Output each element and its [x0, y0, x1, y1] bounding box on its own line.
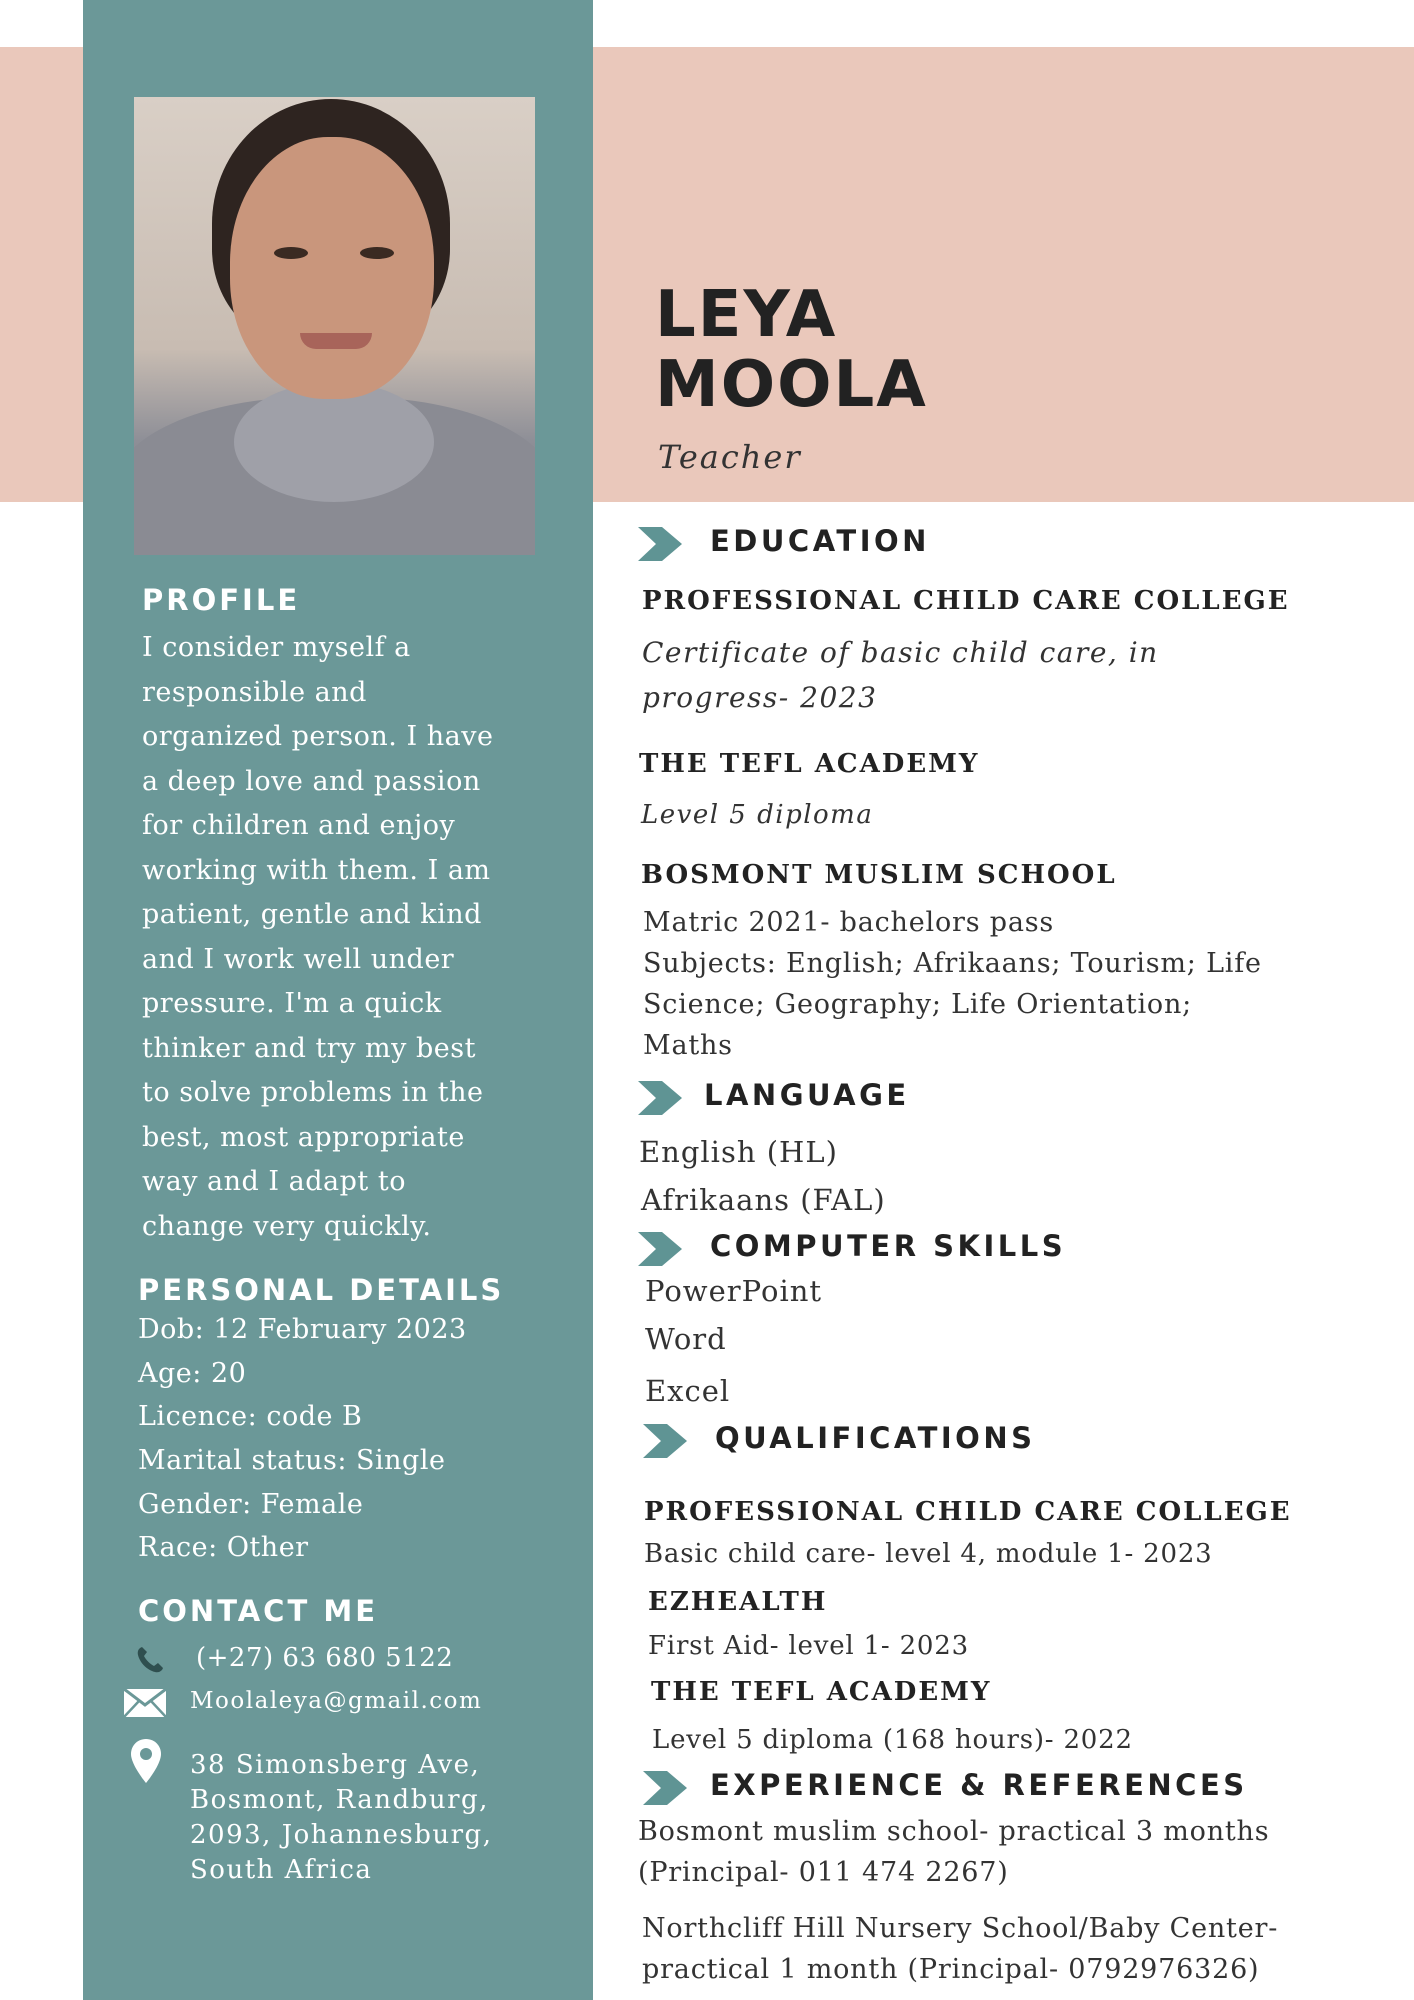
qualification-institution-3: THE TEFL ACADEMY: [651, 1677, 992, 1707]
detail-race: Race: Other: [138, 1532, 309, 1563]
qualification-institution-2: EZHEALTH: [648, 1587, 828, 1617]
skill-item-1: PowerPoint: [645, 1274, 823, 1308]
skill-item-3: Excel: [645, 1374, 731, 1408]
detail-gender: Gender: Female: [138, 1489, 364, 1520]
education-detail-3: Matric 2021- bachelors pass Subjects: English; Afrikaans; Tourism; Life Science; Geography; Life Orientation; Maths: [643, 907, 1262, 1061]
full-name: [655, 280, 928, 420]
education-institution-3: BOSMONT MUSLIM SCHOOL: [641, 860, 1117, 890]
language-item-1: English (HL): [639, 1135, 838, 1169]
qualification-detail-2: First Aid- level 1- 2023: [648, 1631, 969, 1661]
education-institution-1: PROFESSIONAL CHILD CARE COLLEGE: [642, 586, 1290, 616]
location-pin-icon: [130, 1738, 162, 1784]
profile-text: I consider myself a responsible and organized person. I have a deep love and passion for children and enjoy working with them. I am patient, gentle and kind and I work well under pressure. I'm a quick thinker and try my best to solve problems in the best, most appropriate way and I adapt to change very quickly.: [142, 632, 494, 1242]
last-name: MOOLA: [655, 348, 928, 422]
phone-icon: [134, 1644, 166, 1676]
chevron-right-icon: [643, 1771, 687, 1805]
detail-dob: Dob: 12 February 2023: [138, 1314, 467, 1345]
qualification-detail-3: Level 5 diploma (168 hours)- 2022: [652, 1725, 1133, 1755]
language-item-2: Afrikaans (FAL): [641, 1183, 886, 1217]
profile-heading: PROFILE: [142, 583, 301, 617]
chevron-right-icon: [638, 1232, 682, 1266]
contact-phone[interactable]: (+27) 63 680 5122: [196, 1643, 454, 1673]
first-name: LEYA: [655, 278, 838, 352]
experience-entry-1: Bosmont muslim school- practical 3 months (Principal- 011 474 2267): [638, 1816, 1270, 1888]
job-title: Teacher: [658, 438, 802, 476]
profile-photo: [134, 97, 535, 555]
language-heading: LANGUAGE: [704, 1078, 910, 1112]
qualification-institution-1: PROFESSIONAL CHILD CARE COLLEGE: [644, 1497, 1292, 1527]
experience-entry-2: Northcliff Hill Nursery School/Baby Center- practical 1 month (Principal- 0792976326): [642, 1913, 1279, 1985]
education-heading: EDUCATION: [710, 524, 930, 558]
chevron-right-icon: [638, 1081, 682, 1115]
detail-licence: Licence: code B: [138, 1401, 363, 1432]
chevron-right-icon: [643, 1424, 687, 1458]
education-institution-2: THE TEFL ACADEMY: [639, 749, 980, 779]
personal-details-heading: PERSONAL DETAILS: [138, 1273, 505, 1307]
experience-heading: EXPERIENCE & REFERENCES: [710, 1768, 1248, 1802]
contact-address: 38 Simonsberg Ave, Bosmont, Randburg, 2093, Johannesburg, South Africa: [190, 1750, 493, 1885]
contact-heading: CONTACT ME: [138, 1594, 379, 1628]
chevron-right-icon: [638, 527, 682, 561]
skill-item-2: Word: [645, 1322, 727, 1356]
education-detail-2: Level 5 diploma: [641, 800, 874, 830]
contact-email[interactable]: Moolaleya@gmail.com: [190, 1688, 483, 1714]
computer-skills-heading: COMPUTER SKILLS: [710, 1229, 1067, 1263]
education-detail-1: Certificate of basic child care, in progress- 2023: [642, 636, 1159, 714]
qualifications-heading: QUALIFICATIONS: [715, 1421, 1036, 1455]
detail-marital: Marital status: Single: [138, 1445, 446, 1476]
mail-icon: [123, 1688, 167, 1718]
qualification-detail-1: Basic child care- level 4, module 1- 2023: [644, 1539, 1213, 1569]
detail-age: Age: 20: [138, 1358, 247, 1389]
